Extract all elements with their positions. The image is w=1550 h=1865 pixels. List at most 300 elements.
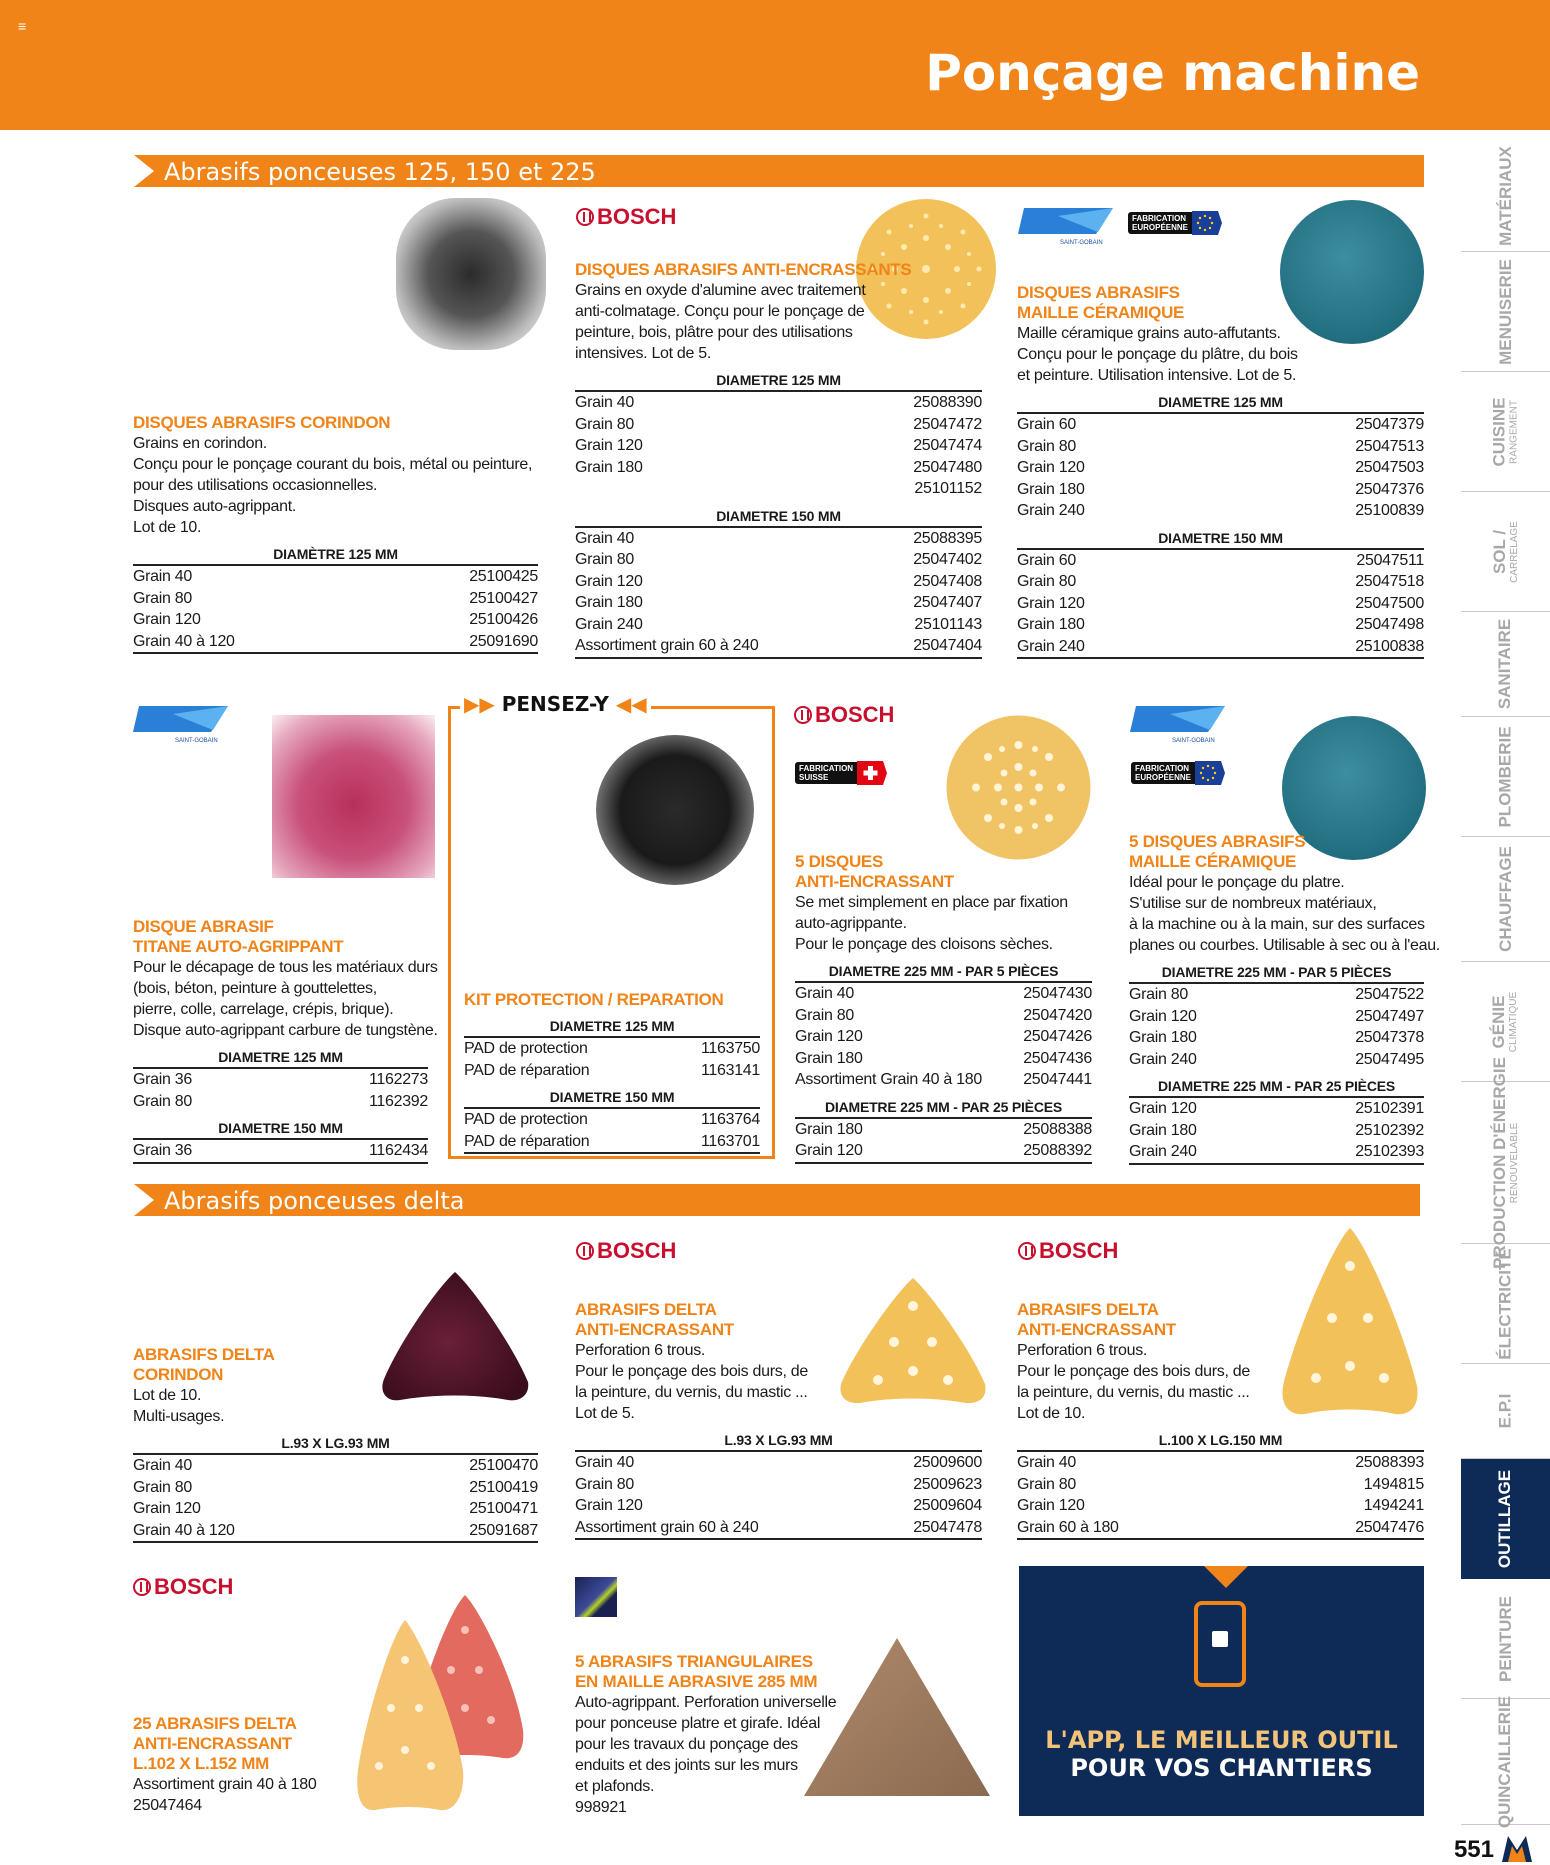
row-reference: 25047426	[1023, 1028, 1092, 1045]
row-label: Assortiment grain 60 à 240	[575, 637, 759, 654]
row-reference: 1162434	[368, 1142, 428, 1159]
bosch-logo: BOSCH	[576, 204, 676, 230]
product-title	[575, 1300, 982, 1340]
sidebar-item-plomberie[interactable]	[1461, 717, 1550, 837]
product-description	[1129, 872, 1440, 956]
product-5-disques-maille-ceramique	[1129, 832, 1440, 1165]
row-label: PAD de protection	[464, 1111, 588, 1128]
sidebar-item-menuiserie[interactable]	[1461, 252, 1550, 372]
product-title-line: CORINDON	[133, 1365, 224, 1384]
row-reference: 25009623	[913, 1475, 982, 1493]
product-title-line: 5 DISQUES	[795, 852, 883, 871]
description-line: Assortiment grain 40 à 180	[133, 1776, 317, 1793]
table-header: DIAMETRE 225 MM - PAR 25 PIÈCES	[1129, 1076, 1424, 1098]
svg-text:SAINT-GOBAIN: SAINT-GOBAIN	[175, 738, 218, 744]
sidebar-item-chauffage[interactable]	[1461, 837, 1550, 962]
row-reference: 25009600	[913, 1454, 982, 1471]
product-image-disque-225	[946, 715, 1091, 860]
sidebar-item-quincaillerie[interactable]	[1461, 1695, 1550, 1828]
product-title-line: ANTI-ENCRASSANT	[795, 872, 954, 891]
table-row	[1017, 414, 1424, 436]
product-title	[575, 260, 982, 280]
table-row	[1129, 1120, 1424, 1142]
reference-table	[1129, 962, 1424, 1070]
row-label: Grain 40	[575, 1454, 634, 1471]
table-row	[133, 631, 538, 653]
row-label: Assortiment grain 60 à 240	[575, 1518, 759, 1536]
sidebar-item-peinture[interactable]	[1461, 1579, 1550, 1699]
sidebar-item-label	[1497, 1394, 1515, 1429]
sidebar-label-main: PRODUCTION D'ÉNERGIE	[1489, 1056, 1509, 1269]
table-row	[1017, 457, 1424, 479]
fabrication-europeenne-badge: FABRICATION EUROPÉENNE	[1131, 760, 1225, 786]
sidebar-item-outillage[interactable]	[1461, 1459, 1550, 1579]
product-description	[575, 1340, 982, 1424]
product-title-line: L.102 X L.152 MM	[133, 1754, 269, 1773]
product-title-line: KIT PROTECTION / REPARATION	[464, 990, 724, 1009]
row-label: Grain 80	[133, 589, 192, 607]
table-row	[575, 1495, 982, 1517]
table-row	[575, 571, 982, 593]
table-row	[133, 1091, 428, 1113]
reference-table	[1017, 528, 1424, 660]
product-description	[575, 1692, 837, 1818]
description-line: auto-agrippante.	[795, 915, 907, 932]
reference-table	[575, 506, 982, 659]
row-label: Grain 120	[575, 572, 643, 590]
description-line: pour les travaux du ponçage des	[575, 1736, 798, 1753]
row-reference: 25047474	[913, 437, 982, 454]
description-line: pour des utilisations occasionnelles.	[133, 477, 378, 494]
table-header: DIAMETRE 150 MM	[464, 1087, 760, 1109]
row-label: Grain 40	[133, 1457, 192, 1474]
saint-gobain-logo	[133, 704, 228, 744]
reference-table	[1017, 1430, 1424, 1540]
product-description	[575, 280, 982, 364]
row-label: PAD de réparation	[464, 1061, 590, 1079]
row-label: Grain 80	[575, 551, 634, 568]
table-header: DIAMETRE 150 MM	[1017, 528, 1424, 550]
table-row	[575, 549, 982, 571]
row-label: Grain 120	[1017, 594, 1085, 612]
sidebar-label-main: ÉLECTRICITÉ	[1495, 1247, 1515, 1360]
table-row	[1129, 1141, 1424, 1163]
row-label: PAD de protection	[464, 1040, 588, 1057]
row-reference: 25047407	[913, 594, 982, 611]
sidebar-label-main: MENUISERIE	[1495, 258, 1515, 365]
table-header: DIAMETRE 125 MM	[133, 1047, 428, 1069]
table-row	[795, 1048, 1092, 1070]
row-reference: 25047495	[1355, 1050, 1424, 1068]
table-row	[1017, 1452, 1424, 1474]
row-reference: 25088395	[913, 529, 982, 547]
table-row	[795, 1069, 1092, 1091]
row-label: Grain 40	[795, 985, 854, 1002]
product-title-line: ANTI-ENCRASSANT	[575, 1320, 734, 1339]
product-title-line: DISQUES ABRASIFS CORINDON	[133, 413, 391, 432]
sidebar-item-label	[1497, 1596, 1515, 1682]
reference-table	[133, 1118, 428, 1164]
table-row	[1017, 1474, 1424, 1496]
table-header: DIAMETRE 150 MM	[575, 506, 982, 528]
row-reference: 25101143	[914, 615, 982, 633]
description-line: Grains en oxyde d'alumine avec traitement	[575, 282, 866, 299]
app-promo-line2: POUR VOS CHANTIERS	[1070, 1754, 1373, 1782]
sidebar-item-label	[1497, 259, 1515, 365]
product-title-line: 5 ABRASIFS TRIANGULAIRES	[575, 1652, 813, 1671]
row-label: Grain 36	[133, 1142, 192, 1159]
table-row	[575, 414, 982, 436]
product-title	[133, 413, 538, 433]
app-promo-banner[interactable]	[1019, 1566, 1424, 1816]
table-row	[795, 1119, 1092, 1141]
row-reference: 25088393	[1355, 1454, 1424, 1471]
description-line: 998921	[575, 1799, 627, 1816]
product-title	[575, 1652, 820, 1692]
row-label: Grain 180	[795, 1049, 863, 1067]
app-promo-line1: L'APP, LE MEILLEUR OUTIL	[1045, 1726, 1398, 1754]
sidebar-item-label	[1491, 397, 1521, 466]
table-header: DIAMETRE 125 MM	[464, 1016, 760, 1038]
row-reference: 1494241	[1363, 1497, 1424, 1514]
row-label: Grain 80	[795, 1006, 854, 1024]
product-title-line: ABRASIFS DELTA	[575, 1300, 717, 1319]
reference-table	[133, 1433, 538, 1543]
product-title	[1017, 1300, 1424, 1340]
sidebar-item-mat-riaux[interactable]	[1461, 140, 1550, 252]
row-reference: 25088388	[1023, 1120, 1092, 1138]
table-row	[1129, 1027, 1424, 1049]
row-label: Grain 120	[795, 1142, 863, 1159]
sidebar-label-sub: RANGEMENT	[1508, 399, 1520, 464]
row-reference: 25047472	[913, 415, 982, 433]
sidebar-label-main: CHAUFFAGE	[1495, 846, 1515, 952]
description-line: enduits et des joints sur les murs	[575, 1757, 798, 1774]
description-line: Perforation 6 trous.	[1017, 1342, 1148, 1359]
product-title-line: 25 ABRASIFS DELTA	[133, 1714, 297, 1733]
row-reference: 25102393	[1355, 1143, 1424, 1160]
row-reference: 25047513	[1355, 437, 1424, 455]
product-description	[1017, 323, 1424, 386]
row-label: Grain 60 à 180	[1017, 1518, 1119, 1536]
reference-table	[575, 370, 982, 500]
row-reference: 25047498	[1355, 616, 1424, 633]
sidebar-label-main: PLOMBERIE	[1495, 725, 1515, 828]
row-reference: 25091687	[469, 1521, 538, 1539]
row-label: Grain 120	[575, 437, 643, 454]
bosch-logo: BOSCH	[794, 702, 894, 728]
row-reference: 25100839	[1355, 502, 1424, 519]
table-row	[1017, 614, 1424, 636]
product-title-line: DISQUE ABRASIF	[133, 917, 274, 936]
sidebar-item-sanitaire[interactable]	[1461, 612, 1550, 717]
table-header: DIAMETRE 225 MM - PAR 5 PIÈCES	[1129, 962, 1424, 984]
product-title	[795, 852, 1092, 892]
sidebar-label-main: QUINCAILLERIE	[1495, 1695, 1515, 1828]
table-row	[1017, 436, 1424, 458]
table-row	[1017, 1517, 1424, 1539]
reference-table	[795, 1097, 1092, 1164]
description-line: Maille céramique grains auto-affutants.	[1017, 325, 1281, 342]
reference-table	[1129, 1076, 1424, 1165]
description-line: et peinture. Utilisation intensive. Lot de 5.	[1017, 367, 1297, 384]
bosch-logo: BOSCH	[1018, 1238, 1118, 1264]
row-label: Grain 80	[133, 1478, 192, 1496]
row-reference: 25009604	[913, 1497, 982, 1514]
svg-text:SAINT-GOBAIN: SAINT-GOBAIN	[1172, 738, 1215, 744]
table-row	[575, 392, 982, 414]
row-label: Grain 240	[1017, 637, 1085, 655]
row-reference: 25047402	[913, 551, 982, 568]
sidebar-item-sol-[interactable]	[1461, 492, 1550, 612]
description-line: Perforation 6 trous.	[575, 1342, 706, 1359]
row-label: Grain 80	[575, 415, 634, 433]
bosch-mark-icon	[794, 706, 812, 724]
description-line: pierre, colle, carrelage, crépis, brique).	[133, 1001, 394, 1018]
table-row	[1129, 1049, 1424, 1071]
row-reference: 25100425	[469, 568, 538, 585]
table-row	[1017, 571, 1424, 593]
sidebar-item-e-p-i[interactable]	[1461, 1364, 1550, 1459]
row-reference: 25100838	[1355, 637, 1424, 655]
description-line: Disques auto-agrippant.	[133, 498, 296, 515]
sidebar-label-main: SOL /	[1489, 529, 1509, 574]
table-row	[1017, 593, 1424, 615]
row-reference: 25047408	[913, 572, 982, 590]
table-row	[795, 983, 1092, 1005]
table-row	[133, 1069, 428, 1091]
row-reference: 25100427	[469, 589, 538, 607]
row-reference: 1163141	[700, 1061, 760, 1079]
product-5-abrasifs-triangulaires	[575, 1652, 837, 1818]
page-number: 551	[1453, 1836, 1494, 1863]
table-row	[133, 566, 538, 588]
table-header: DIAMETRE 225 MM - PAR 25 PIÈCES	[795, 1097, 1092, 1119]
row-label: Grain 240	[1129, 1143, 1197, 1160]
row-reference: 25047497	[1355, 1007, 1424, 1025]
reference-table	[464, 1087, 760, 1154]
description-line: 25047464	[133, 1797, 202, 1814]
bosch-mark-icon	[133, 1578, 151, 1596]
row-label: Grain 60	[1017, 416, 1076, 433]
description-line: Idéal pour le ponçage du platre.	[1129, 874, 1345, 891]
description-line: anti-colmatage. Conçu pour le ponçage de	[575, 303, 865, 320]
product-kit-protection	[464, 990, 760, 1154]
sidebar-item--lectricit-[interactable]	[1461, 1244, 1550, 1364]
row-label: Grain 40 à 120	[133, 1521, 235, 1539]
row-reference: 1162273	[368, 1071, 428, 1088]
row-reference: 25047441	[1023, 1071, 1092, 1088]
description-line: (bois, béton, peinture à gouttelettes,	[133, 980, 377, 997]
row-label: Grain 120	[795, 1028, 863, 1045]
row-label: Grain 120	[1129, 1007, 1197, 1025]
bosch-mark-icon	[576, 208, 594, 226]
description-line: Disque auto-agrippant carbure de tungstène.	[133, 1022, 438, 1039]
description-line: Lot de 10.	[133, 519, 202, 536]
table-row	[1017, 500, 1424, 522]
table-row	[575, 457, 982, 479]
product-title-line: TITANE AUTO-AGRIPPANT	[133, 937, 344, 956]
table-row	[1017, 550, 1424, 572]
table-header: DIAMETRE 225 MM - PAR 5 PIÈCES	[795, 961, 1092, 983]
product-disques-anti-encrassants	[575, 260, 982, 659]
row-label: Grain 240	[575, 615, 643, 633]
row-label: Grain 80	[1129, 986, 1188, 1003]
pensez-y-label: ▶▶ PENSEZ-Y ◀◀	[460, 692, 651, 716]
product-title-line: ANTI-ENCRASSANT	[1017, 1320, 1176, 1339]
brand-m-logo	[1502, 1836, 1532, 1862]
sidebar-item-production-d-nergie[interactable]	[1461, 1056, 1550, 1269]
row-reference: 25102391	[1355, 1100, 1424, 1117]
row-reference: 25047503	[1355, 459, 1424, 476]
product-title-line: EN MAILLE ABRASIVE 285 MM	[575, 1672, 818, 1691]
phone-app-icon	[1194, 1601, 1246, 1687]
table-row	[575, 614, 982, 636]
table-row	[464, 1109, 760, 1131]
sidebar-item-label	[1491, 521, 1521, 583]
row-label: Grain 40 à 120	[133, 632, 235, 650]
bosch-logo: BOSCH	[576, 1238, 676, 1264]
row-reference: 25088390	[913, 394, 982, 411]
reference-table	[795, 961, 1092, 1091]
table-row	[1017, 636, 1424, 658]
description-line: peinture, bois, plâtre pour des utilisations	[575, 324, 853, 341]
reference-table	[1017, 392, 1424, 522]
description-line: Multi-usages.	[133, 1408, 225, 1425]
sidebar-label-sub: CLIMATIQUE	[1508, 991, 1520, 1052]
sidebar-label-main: GÉNIE	[1489, 995, 1509, 1048]
reference-table	[133, 544, 538, 654]
row-label: Grain 180	[1129, 1029, 1197, 1046]
product-title-line: 5 DISQUES ABRASIFS	[1129, 832, 1306, 851]
row-label: Grain 180	[575, 458, 643, 476]
table-row	[795, 1026, 1092, 1048]
row-reference: 25047500	[1355, 594, 1424, 612]
table-row	[575, 528, 982, 550]
row-label: Grain 120	[133, 611, 201, 628]
sidebar-item-label	[1490, 991, 1520, 1051]
section-band-disques	[134, 155, 1424, 187]
section-title: Abrasifs ponceuses 125, 150 et 225	[164, 158, 596, 186]
row-label: Grain 120	[1129, 1100, 1197, 1117]
sidebar-label-main: CUISINE	[1489, 397, 1509, 466]
row-reference: 25047518	[1355, 573, 1424, 590]
sidebar-item-label	[1497, 726, 1515, 827]
table-row	[795, 1005, 1092, 1027]
table-row	[575, 1452, 982, 1474]
table-header: DIAMETRE 125 MM	[1017, 392, 1424, 414]
sidebar-item-label	[1497, 146, 1515, 246]
product-brand-thumbnail	[575, 1577, 617, 1617]
description-line: Se met simplement en place par fixation	[795, 894, 1068, 911]
product-title-line: DISQUES ABRASIFS	[1017, 283, 1180, 302]
row-label: Grain 180	[1129, 1121, 1197, 1139]
sidebar-label-main: E.P.I	[1495, 1393, 1515, 1429]
row-reference: 25047376	[1355, 480, 1424, 498]
description-line: la peinture, du vernis, du mastic ...	[575, 1384, 808, 1401]
table-row	[1129, 1006, 1424, 1028]
row-label: Grain 36	[133, 1071, 192, 1088]
reference-table	[133, 1047, 428, 1112]
row-label: Grain 120	[1017, 459, 1085, 476]
fabrication-suisse-badge: FABRICATION SUISSE	[795, 760, 887, 786]
row-label: Grain 180	[1017, 480, 1085, 498]
section-band-delta	[134, 1184, 1420, 1216]
sidebar-item-cuisine[interactable]	[1461, 372, 1550, 492]
product-image-titane	[272, 715, 435, 878]
row-reference: 1494815	[1363, 1475, 1424, 1493]
bosch-mark-icon	[1018, 1242, 1036, 1260]
description-line: Conçu pour le ponçage courant du bois, métal ou peinture,	[133, 456, 533, 473]
row-label: Grain 80	[1017, 573, 1076, 590]
hamburger-icon[interactable]: ≡	[18, 18, 27, 34]
description-line: Lot de 10.	[1017, 1405, 1086, 1422]
table-row	[133, 1140, 428, 1162]
description-line: S'utilise sur de nombreux matériaux,	[1129, 895, 1377, 912]
table-row	[575, 592, 982, 614]
product-description	[1017, 1340, 1424, 1424]
product-title	[133, 1714, 383, 1774]
row-reference: 25047480	[913, 458, 982, 476]
row-label: Grain 180	[1017, 616, 1085, 633]
table-row	[1017, 479, 1424, 501]
row-label: Grain 240	[1017, 502, 1085, 519]
row-label: Grain 40	[1017, 1454, 1076, 1471]
product-delta-corindon	[133, 1345, 538, 1543]
row-label: Grain 240	[1129, 1050, 1197, 1068]
description-line: Auto-agrippant. Perforation universelle	[575, 1694, 837, 1711]
product-description	[133, 1774, 383, 1816]
table-row	[575, 1474, 982, 1496]
product-description	[133, 957, 438, 1041]
row-reference: 1163750	[700, 1040, 760, 1057]
table-header: DIAMETRE 150 MM	[133, 1118, 428, 1140]
sidebar-item-label	[1497, 1470, 1515, 1568]
description-line: Pour le ponçage des cloisons sèches.	[795, 936, 1053, 953]
section-title: Abrasifs ponceuses delta	[164, 1187, 465, 1215]
reference-table	[464, 1016, 760, 1081]
table-header: L.93 X LG.93 MM	[575, 1430, 982, 1452]
row-reference: 25047404	[913, 637, 982, 654]
product-image-maille-triangulaire	[802, 1636, 992, 1798]
product-title-line: MAILLE CÉRAMIQUE	[1017, 303, 1185, 322]
table-header: L.93 X LG.93 MM	[133, 1433, 538, 1455]
row-label: Assortiment Grain 40 à 180	[795, 1071, 982, 1088]
row-label: Grain 120	[133, 1500, 201, 1517]
product-disques-maille-ceramique	[1017, 283, 1424, 659]
table-header: DIAMÈTRE 125 MM	[133, 544, 538, 566]
description-line: Grains en corindon.	[133, 435, 267, 452]
description-line: planes ou courbes. Utilisable à sec ou à l'eau.	[1129, 937, 1440, 954]
row-reference: 25047522	[1355, 986, 1424, 1003]
product-description	[133, 433, 538, 538]
notch-arrow-icon	[1204, 1566, 1248, 1588]
table-row	[464, 1131, 760, 1153]
row-reference: 25047436	[1023, 1049, 1092, 1067]
row-reference: 25101152	[914, 480, 982, 497]
product-title	[1017, 283, 1424, 323]
page-title: Ponçage machine	[925, 44, 1420, 102]
row-label: Grain 120	[575, 1497, 643, 1514]
sidebar-label-sub: RENOUVELABLE	[1508, 1122, 1520, 1203]
table-row	[1017, 1495, 1424, 1517]
table-row	[1129, 1098, 1424, 1120]
row-reference: 25047478	[913, 1518, 982, 1536]
table-row	[133, 1498, 538, 1520]
product-delta-anti-encrassant-10	[1017, 1300, 1424, 1540]
row-reference: 25102392	[1355, 1121, 1424, 1139]
sidebar-item-label	[1497, 1695, 1515, 1827]
